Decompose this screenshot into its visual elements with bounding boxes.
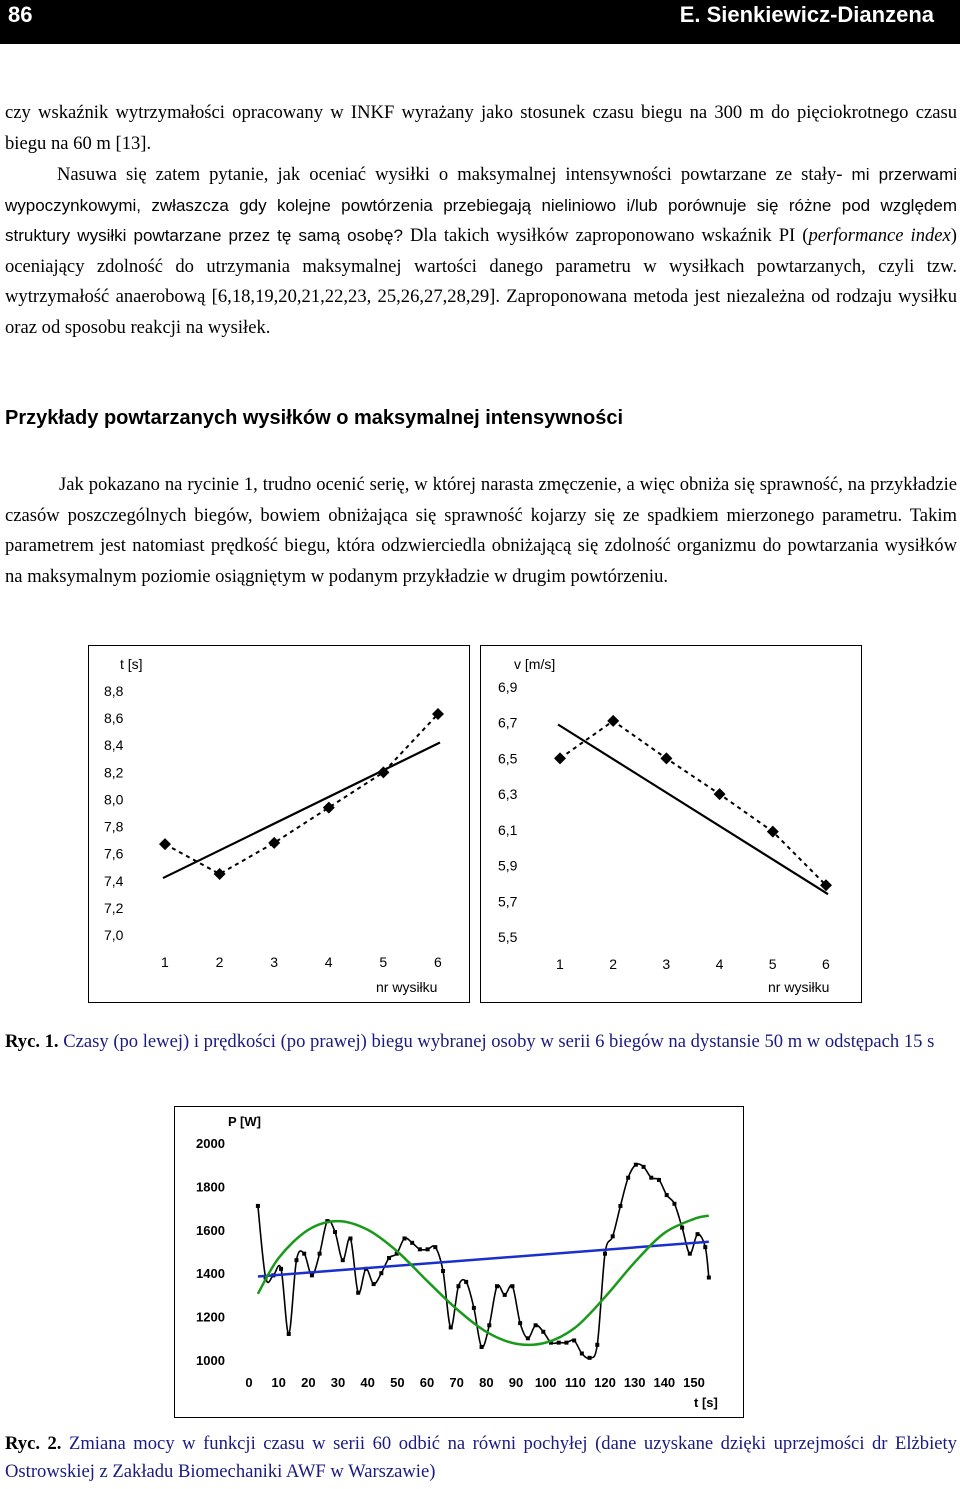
x-tick-label: 1 [161, 954, 169, 970]
power-data-point [318, 1252, 322, 1256]
trend-line [558, 725, 828, 895]
data-point [323, 802, 335, 814]
y-tick-label: 5,7 [498, 893, 518, 910]
power-data-point [642, 1165, 646, 1169]
chart-times-ylabel: t [s] [120, 656, 143, 672]
y-tick-label: 1200 [196, 1309, 225, 1325]
y-tick-label: 8,8 [104, 683, 124, 699]
chart-power-ylabel: P [W] [228, 1114, 261, 1129]
power-data-point [580, 1351, 584, 1355]
y-tick-label: 7,8 [104, 818, 124, 835]
data-point [268, 837, 280, 849]
power-data-point [657, 1178, 661, 1182]
x-tick-label: 4 [715, 956, 724, 972]
section-heading: Przykłady powtarzanych wysiłków o maksymalnej intensywności [5, 407, 624, 429]
chart-times-xlabel: nr wysiłku [376, 979, 438, 995]
caption-1-text: Czasy (po lewej) i prędkości (po prawej) biegu wybranej osoby w serii 6 biegów na dystansie 50 m w odstępach 15 s [63, 1031, 935, 1052]
paragraph-3-text: Jak pokazano na rycinie 1, trudno ocenić serię, w której narasta zmęczenie, a więc obniża się sprawność, na przykładzie czasów poszczególnych biegów, bowiem obniżająca się sprawność kojarzy się ze spadkiem mierzonego parametru. Takim parametrem jest natomiast prędkość biegu, która odzwierciedla obniżającą się zdolność organizmu do powtarzania wysiłków na maksymalnym poziomie osiągniętym w podanym przykładzie w drugim powtórzeniu. [5, 474, 957, 587]
power-data-point [410, 1241, 414, 1245]
series-line [560, 721, 826, 885]
caption-1-label: Ryc. 1. [5, 1031, 59, 1052]
trend-line [163, 743, 440, 879]
linear-trend-line [258, 1242, 709, 1277]
paragraph-2-sans: mi przerwami wypoczynkowymi, zwłaszcza gdy kolejne powtórzenia przebiegają nieliniowo i/lub porównuje się różne pod względem struktury wysiłki powtarzane przez tę samą osobę? [5, 165, 958, 245]
power-data-point [688, 1252, 692, 1256]
power-data-point [356, 1291, 360, 1295]
y-tick-label: 8,6 [104, 710, 124, 727]
power-data-point [595, 1343, 599, 1347]
power-data-point [464, 1280, 468, 1284]
x-tick-label: 90 [508, 1375, 524, 1390]
x-tick-label: 3 [270, 954, 278, 970]
chart-speeds [480, 645, 862, 1003]
power-data-point [495, 1284, 499, 1288]
y-tick-label: 5,9 [498, 857, 518, 874]
polynomial-trend-line [258, 1216, 709, 1345]
y-tick-label: 5,5 [498, 929, 518, 945]
caption-1 [5, 1028, 957, 1056]
power-data-point [426, 1247, 430, 1251]
y-tick-label: 6,5 [498, 750, 518, 767]
x-tick-label: 80 [479, 1375, 494, 1390]
x-tick-label: 130 [623, 1375, 646, 1390]
power-data-point [707, 1276, 711, 1280]
power-data-point [588, 1356, 592, 1360]
power-data-point [680, 1226, 684, 1230]
x-tick-label: 6 [434, 954, 442, 970]
data-point [660, 752, 672, 764]
power-data-point [372, 1282, 376, 1286]
power-data-point [572, 1338, 576, 1342]
power-data-point [441, 1269, 445, 1273]
y-tick-label: 1400 [196, 1266, 225, 1282]
y-tick-label: 8,2 [104, 764, 124, 781]
chart-speeds-xlabel: nr wysiłku [768, 979, 830, 995]
x-tick-label: 2 [609, 956, 617, 972]
chart-speeds-frame [481, 646, 862, 1003]
power-data-point [611, 1234, 615, 1238]
power-data-point [672, 1202, 676, 1206]
chart-times [88, 645, 470, 1003]
power-data-point [541, 1330, 545, 1334]
chart-power [174, 1106, 744, 1418]
chart-times-frame [89, 646, 470, 1003]
power-data-point [510, 1284, 514, 1288]
power-data-point [564, 1341, 568, 1345]
paragraph-2-italic: performance index [808, 225, 951, 246]
y-tick-label: 6,1 [498, 821, 518, 838]
x-tick-label: 1 [556, 956, 564, 972]
y-tick-label: 1600 [196, 1222, 225, 1238]
y-tick-label: 8,0 [104, 791, 124, 808]
x-tick-label: 110 [564, 1375, 586, 1390]
series-line [165, 714, 438, 874]
x-tick-label: 40 [360, 1375, 375, 1390]
power-data-point [472, 1306, 476, 1310]
power-data-point [379, 1271, 383, 1275]
x-tick-label: 140 [653, 1375, 676, 1390]
power-data-point [634, 1163, 638, 1167]
x-tick-label: 150 [683, 1375, 705, 1390]
data-point [714, 788, 726, 800]
power-data-point [302, 1252, 306, 1256]
chart-power-xlabel: t [s] [694, 1395, 718, 1410]
x-tick-label: 10 [271, 1375, 286, 1390]
paragraph-3 [5, 470, 957, 592]
power-data-point [534, 1323, 538, 1327]
x-tick-label: 4 [324, 954, 333, 970]
power-data-point [341, 1258, 345, 1262]
y-tick-label: 2000 [196, 1136, 225, 1151]
x-tick-label: 100 [534, 1375, 557, 1390]
power-data-point [626, 1176, 630, 1180]
x-tick-label: 30 [330, 1375, 346, 1390]
power-data-point [333, 1230, 337, 1234]
y-tick-label: 7,0 [104, 927, 124, 943]
power-data-point [418, 1247, 422, 1251]
power-data-point [279, 1267, 283, 1271]
x-tick-label: 5 [379, 954, 388, 970]
power-data-point [649, 1176, 653, 1180]
y-tick-label: 7,6 [104, 845, 124, 862]
power-data-point [449, 1325, 453, 1329]
x-tick-label: 70 [449, 1375, 464, 1390]
chart-speeds-ylabel: v [m/s] [514, 656, 556, 672]
x-tick-label: 120 [594, 1375, 616, 1390]
power-data-point [402, 1236, 406, 1240]
caption-2-label: Ryc. 2. [5, 1433, 62, 1454]
power-data-point [703, 1245, 707, 1249]
paragraph-1: czy wskaźnik wytrzymałości opracowany w INKF wyrażany jako stosunek czasu biegu na 300 m do pięciokrotnego czasu biegu na 60 m [13]. [5, 102, 957, 154]
y-tick-label: 1000 [196, 1353, 225, 1368]
power-data-point [503, 1293, 507, 1297]
power-data-point [603, 1252, 607, 1256]
y-tick-label: 8,4 [104, 737, 124, 754]
x-tick-label: 50 [390, 1375, 405, 1390]
power-data-point [526, 1336, 530, 1340]
y-tick-label: 6,9 [498, 679, 518, 695]
power-data-point [480, 1345, 484, 1349]
caption-2 [5, 1430, 957, 1486]
power-data-point [696, 1232, 700, 1236]
power-data-point [433, 1245, 437, 1249]
data-point [214, 868, 226, 880]
running-head-author: E. Sienkiewicz-Dianzena [679, 2, 934, 27]
paragraph-2-b: ) oceniający zdolność do utrzymania maksymalnej wartości danego parametru w wysiłkach powtarzanych, czyli tzw. wytrzymałość anaerobową [6,18,19,20,21,22,23, 25,26,27,28,29]. Zaproponowana metoda jest niezależna od rodzaju wysiłku oraz od sposobu reakcji na wysiłek. [5, 225, 957, 338]
x-tick-label: 60 [419, 1375, 435, 1390]
power-data-point [256, 1204, 260, 1208]
data-point [607, 715, 619, 727]
y-tick-label: 6,7 [498, 714, 518, 731]
power-data-point [557, 1341, 561, 1345]
caption-2-text: Zmiana mocy w funkcji czasu w serii 60 odbić na równi pochyłej (dane uzyskane dzięki uprzejmości dr Elżbiety Ostrowskiej z Zakładu Biomechaniki AWF w Warszawie) [5, 1433, 957, 1482]
power-data-point [665, 1193, 669, 1197]
x-tick-label: 3 [662, 956, 671, 972]
power-data-point [310, 1273, 314, 1277]
power-data-point [487, 1323, 491, 1327]
power-data-point [618, 1204, 622, 1208]
paragraph-2-start: Nasuwa się zatem pytanie, jak oceniać wysiłki o maksymalnej intensywności powtarzane ze stały- [57, 164, 843, 185]
x-tick-label: 20 [301, 1375, 316, 1390]
power-data-point [456, 1284, 460, 1288]
y-tick-label: 7,4 [104, 872, 124, 889]
x-tick-label: 6 [822, 956, 830, 972]
y-tick-label: 6,3 [498, 786, 518, 803]
page-header [0, 0, 960, 44]
power-data-point [518, 1321, 522, 1325]
page-number: 86 [8, 2, 33, 27]
x-tick-label: 2 [215, 954, 224, 970]
power-data-point [387, 1256, 391, 1260]
paragraph-2-a: Dla takich wysiłków zaproponowano wskaźnik PI ( [409, 225, 809, 246]
power-data-point [294, 1258, 298, 1262]
data-point [159, 838, 171, 850]
y-tick-label: 7,2 [104, 899, 124, 916]
power-data-point [287, 1332, 291, 1336]
paragraph-2 [5, 160, 957, 343]
x-tick-label: 5 [768, 956, 777, 972]
y-tick-label: 1800 [196, 1179, 225, 1195]
power-data-point [348, 1236, 352, 1240]
data-point [554, 752, 566, 764]
x-tick-label: 0 [245, 1375, 253, 1390]
